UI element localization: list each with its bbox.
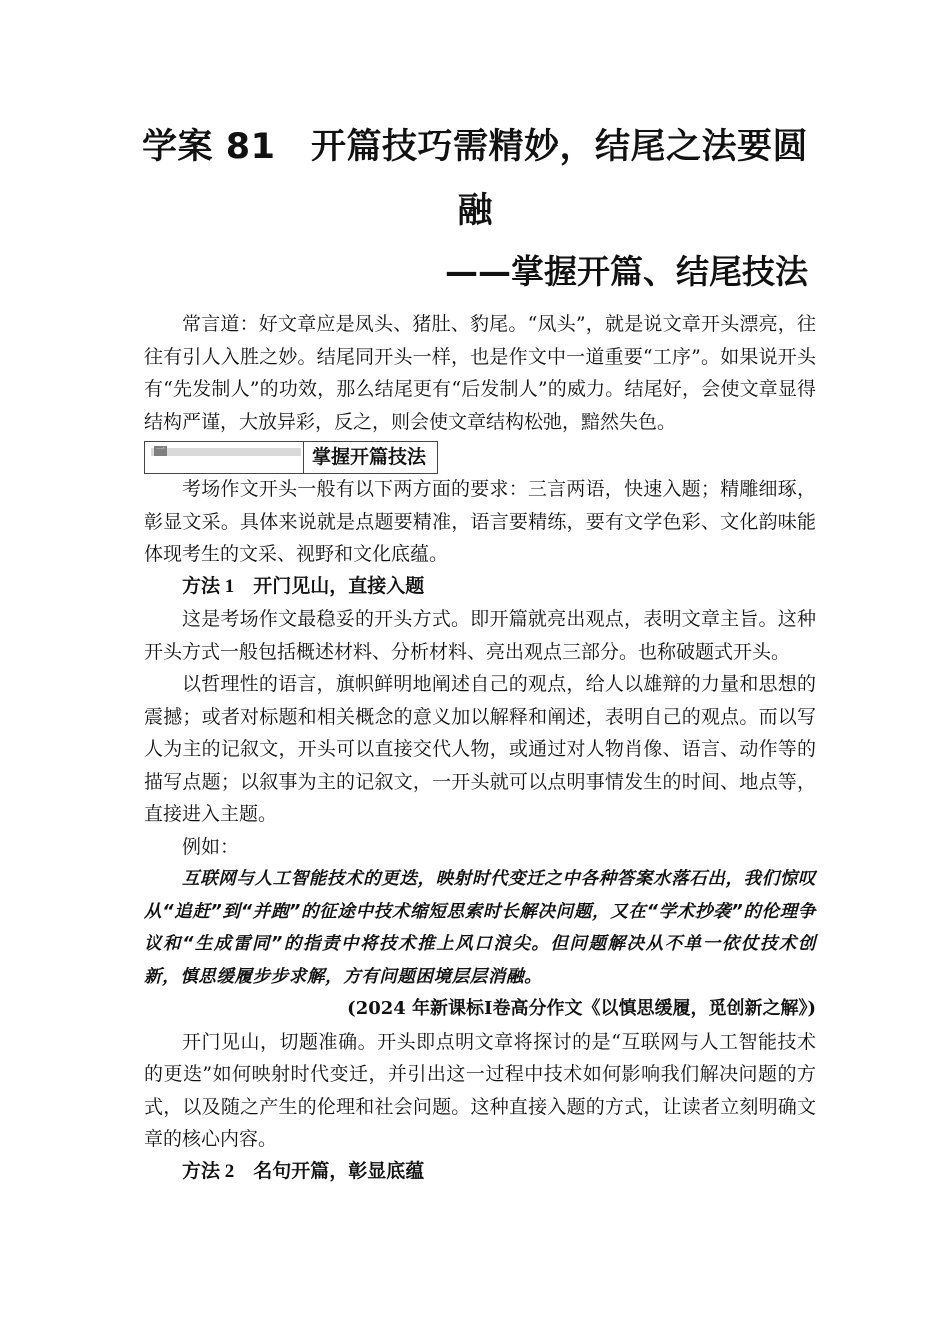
method-1-heading: 方法 1 开门见山，直接入题 xyxy=(182,575,425,597)
body-paragraph-requirements: 考场作文开头一般有以下两方面的要求：三言两语，快速入题；精雕细琢，彰显文采。具体来说就是点题要精准，语言要精练，要有文学色彩、文化韵味能体现考生的文采、视野和文化底蕴。 xyxy=(144,478,816,565)
section-heading-box xyxy=(144,441,438,474)
body-paragraph-method1-detail: 以哲理性的语言，旗帜鲜明地阐述自己的观点，给人以雄辩的力量和思想的震撼；或者对标题和相关概念的意义加以解释和阐述，表明自己的观点。而以写人为主的记叙文，开头可以直接交代人物，或通过对人物肖像、语言、动作等的描写点题；以叙事为主的记叙文，一开头就可以点明事情发生的时间、地点等，直接进入主题。 xyxy=(144,673,816,825)
example-label: 例如： xyxy=(182,835,240,858)
page-title-continued: 融 xyxy=(457,191,493,231)
example-quote: 互联网与人工智能技术的更迭，映射时代变迁之中各种答案水落石出，我们惊叹从“追赶”到“并跑”的征途中技术缩短思索时长解决问题，又在“学术抄袭”的伦理争议和“生成雷同”的指责中将技术推上风口浪尖。但问题解决从不单一依仗技术创新，慎思缓履步步求解，方有问题困境层层消融。 xyxy=(144,869,816,987)
section-heading-decoration xyxy=(145,442,304,473)
intro-paragraph: 常言道：好文章应是凤头、猪肚、豹尾。“凤头”，就是说文章开头漂亮，往往有引人入胜之妙。结尾同开头一样，也是作文中一道重要“工序”。如果说开头有“先发制人”的功效，那么结尾更有“后发制人”的威力。结尾好，会使文章显得结构严谨，大放异彩，反之，则会使文章结构松弛，黯然失色。 xyxy=(144,313,816,433)
page-subtitle: ——掌握开篇、结尾技法 xyxy=(445,252,808,291)
page-title: 学案 81 开篇技巧需精妙，结尾之法要圆 xyxy=(142,127,808,167)
section-number-tag: 一 xyxy=(155,445,165,455)
intro-section xyxy=(144,308,816,438)
section-grey-bar xyxy=(151,445,301,456)
section-heading-label: 掌握开篇技法 xyxy=(312,446,427,468)
body-paragraph-method1-intro: 这是考场作文最稳妥的开头方式。即开篇就亮出观点，表明文章主旨。这种开头方式一般包括概述材料、分析材料、亮出观点三部分。也称破题式开头。 xyxy=(144,608,816,663)
example-source: (2024 年新课标Ⅰ卷高分作文《以慎思缓履，觅创新之解》) xyxy=(347,998,816,1019)
method-2-heading: 方法 2 名句开篇，彰显底蕴 xyxy=(182,1160,425,1182)
body-paragraph-analysis: 开门见山，切题准确。开头即点明文章将探讨的是“互联网与人工智能技术的更迭”如何映射时代变迁，并引出这一过程中技术如何影响我们解决问题的方式，以及随之产生的伦理和社会问题。这种直接入题的方式，让读者立刻明确文章的核心内容。 xyxy=(144,1030,816,1150)
main-body xyxy=(144,473,816,1188)
